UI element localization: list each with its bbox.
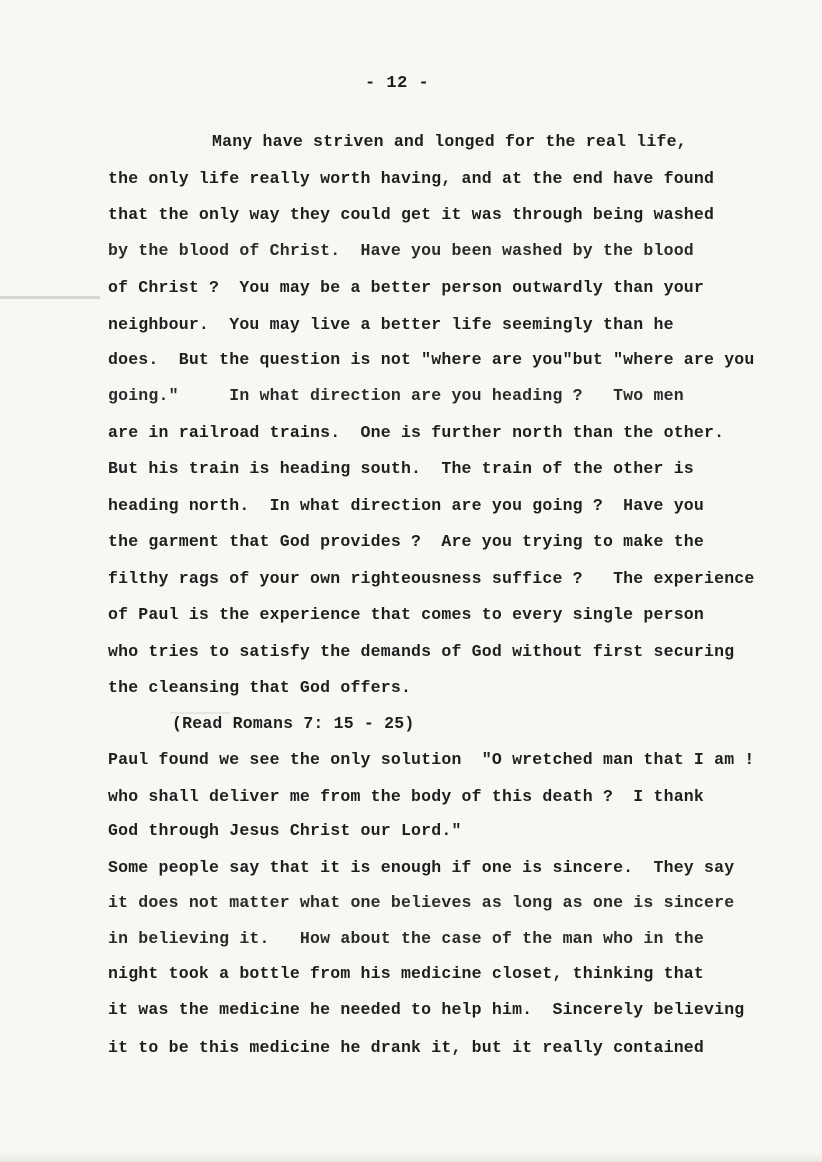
- text-line: does. But the question is not "where are you"but "where are you: [108, 350, 755, 369]
- text-line: it was the medicine he needed to help him. Sincerely believing: [108, 1000, 745, 1019]
- text-line: Many have striven and longed for the real life,: [212, 132, 687, 151]
- text-line: in believing it. How about the case of the man who in the: [108, 929, 704, 948]
- text-line: night took a bottle from his medicine closet, thinking that: [108, 964, 704, 983]
- text-line: the only life really worth having, and at the end have found: [108, 169, 715, 188]
- text-line: that the only way they could get it was through being washed: [108, 205, 715, 224]
- text-line: But his train is heading south. The train of the other is: [108, 459, 694, 478]
- text-line: Some people say that it is enough if one is sincere. They say: [108, 858, 735, 877]
- text-line: it does not matter what one believes as long as one is sincere: [108, 893, 735, 912]
- text-line: of Christ ? You may be a better person outwardly than your: [108, 278, 704, 297]
- scan-smudge-left: [0, 296, 100, 299]
- scan-bottom-edge: [0, 1152, 822, 1162]
- text-line: God through Jesus Christ our Lord.": [108, 821, 462, 840]
- text-line: the cleansing that God offers.: [108, 678, 412, 697]
- text-line: are in railroad trains. One is further north than the other.: [108, 423, 725, 442]
- text-line: who shall deliver me from the body of this death ? I thank: [108, 787, 704, 806]
- text-line: Paul found we see the only solution "O wretched man that I am !: [108, 750, 755, 769]
- text-line: of Paul is the experience that comes to every single person: [108, 605, 704, 624]
- text-line: filthy rags of your own righteousness suffice ? The experience: [108, 569, 755, 588]
- text-line: who tries to satisfy the demands of God without first securing: [108, 642, 735, 661]
- text-line: the garment that God provides ? Are you trying to make the: [108, 532, 704, 551]
- text-line: by the blood of Christ. Have you been washed by the blood: [108, 241, 694, 260]
- page-number: - 12 -: [365, 74, 430, 93]
- text-line: heading north. In what direction are you going ? Have you: [108, 496, 704, 515]
- text-line: it to be this medicine he drank it, but it really contained: [108, 1038, 704, 1057]
- text-line: going." In what direction are you heading ? Two men: [108, 386, 684, 405]
- text-line: neighbour. You may live a better life seemingly than he: [108, 315, 674, 334]
- text-line: (Read Romans 7: 15 - 25): [172, 714, 415, 733]
